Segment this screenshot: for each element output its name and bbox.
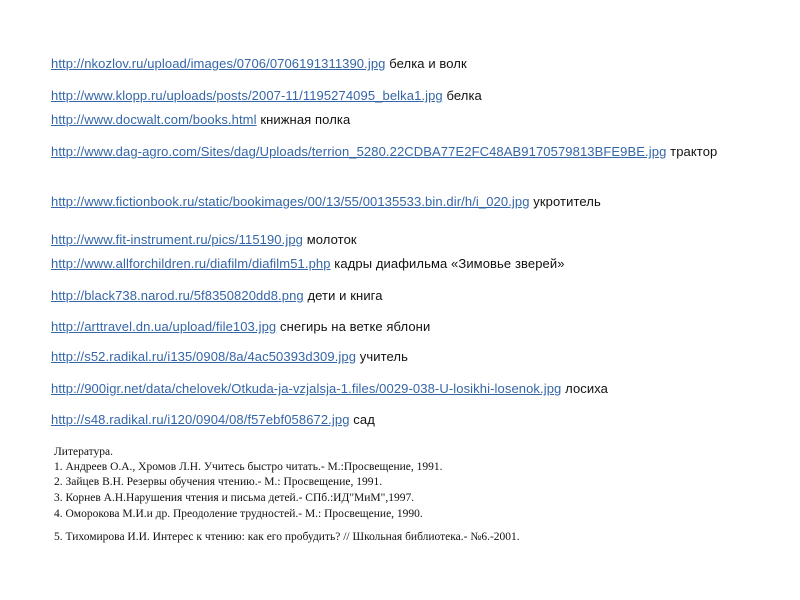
source-line (51, 143, 741, 160)
source-label: белка и волк (389, 56, 467, 71)
source-label: учитель (359, 349, 408, 364)
source-label: молоток (306, 232, 357, 247)
source-link[interactable]: http://www.fit-instrument.ru/pics/115190.jpg (51, 232, 303, 247)
source-label: лосиха (565, 381, 609, 396)
source-line (51, 231, 741, 248)
literature-heading: Литература. (54, 446, 113, 458)
source-line (51, 287, 741, 304)
source-label: дети и книга (307, 288, 383, 303)
source-link[interactable]: http://www.docwalt.com/books.html (51, 112, 257, 127)
source-link[interactable]: http://black738.narod.ru/5f8350820dd8.png (51, 288, 304, 303)
source-link[interactable]: http://www.fictionbook.ru/static/bookimages/00/13/55/00135533.bin.dir/h/i_020.jpg (51, 194, 530, 209)
source-label: сад (353, 412, 375, 427)
literature-item: 1. Андреев О.А., Хромов Л.Н. Учитесь быстро читать.- М.:Просвещение, 1991. (54, 461, 443, 473)
source-line (51, 411, 741, 428)
literature-item: 4. Оморокова М.И.и др. Преодоление трудностей.- М.: Просвещение, 1990. (54, 508, 423, 520)
source-label: книжная полка (260, 112, 351, 127)
source-line (51, 380, 741, 397)
source-link[interactable]: http://www.allforchildren.ru/diafilm/diafilm51.php (51, 256, 331, 271)
source-line (51, 55, 741, 72)
source-link[interactable]: http://www.klopp.ru/uploads/posts/2007-11/1195274095_belka1.jpg (51, 88, 443, 103)
source-link[interactable]: http://900igr.net/data/chelovek/Otkuda-ja-vzjalsja-1.files/0029-038-U-losikhi-losenok.jpg (51, 381, 562, 396)
literature-item: 3. Корнев А.Н.Нарушения чтения и письма детей.- СПб.:ИД"МиМ",1997. (54, 492, 415, 504)
source-link[interactable]: http://www.dag-agro.com/Sites/dag/Uploads/terrion_5280.22CDBA77E2FC48AB9170579813BFE9BE.jpg (51, 144, 667, 159)
source-line (51, 87, 741, 104)
source-line (51, 318, 741, 335)
literature-item: 5. Тихомирова И.И. Интерес к чтению: как его пробудить? // Школьная библиотека.- №6.-2001. (54, 531, 520, 543)
source-link[interactable]: http://arttravel.dn.ua/upload/file103.jpg (51, 319, 277, 334)
source-line (51, 255, 741, 272)
source-link[interactable]: http://s52.radikal.ru/i135/0908/8a/4ac50393d309.jpg (51, 349, 357, 364)
literature-item: 2. Зайцев В.Н. Резервы обучения чтению.- М.: Просвещение, 1991. (54, 476, 383, 488)
source-link[interactable]: http://s48.radikal.ru/i120/0904/08/f57ebf058672.jpg (51, 412, 350, 427)
source-label: снегирь на ветке яблони (279, 319, 431, 334)
source-line (51, 111, 741, 128)
source-label: укротитель (533, 194, 601, 209)
source-label: белка (446, 88, 482, 103)
source-label: трактор (670, 144, 718, 159)
source-line (51, 348, 741, 365)
source-link[interactable]: http://nkozlov.ru/upload/images/0706/0706191311390.jpg (51, 56, 386, 71)
source-line (51, 193, 741, 210)
source-label: кадры диафильма «Зимовье зверей» (334, 256, 565, 271)
